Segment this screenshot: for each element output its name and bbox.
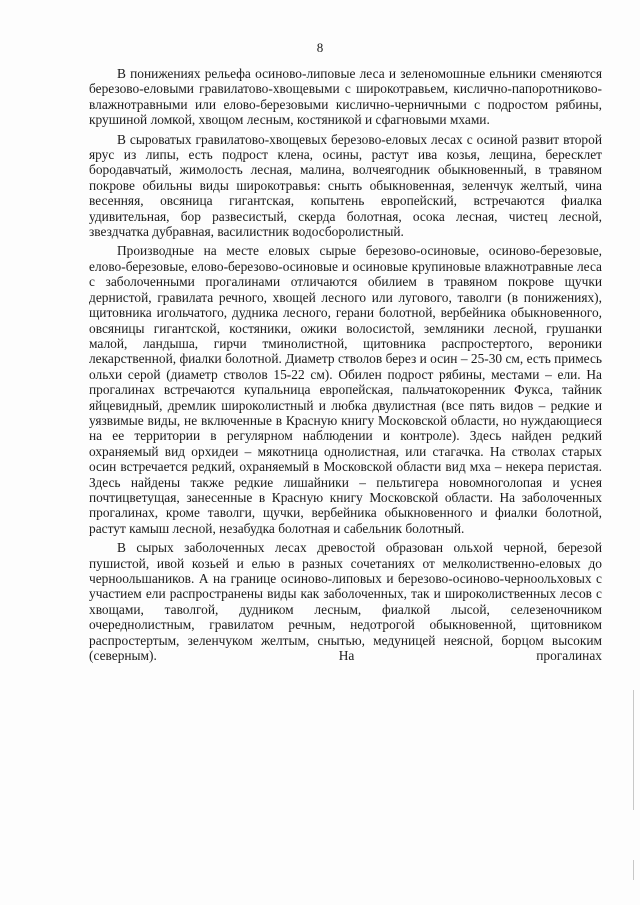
paragraph-3: Производные на месте еловых сырые березово-осиновые, осиново-березовые, елово-березовые, елово-березово-осиновые и осиновые крупиновые влажнотравные леса с заболоченными прогалинами отличаются обилием в травяном покрове щучки дернистой, гравилата речного, хвощей лесного или лугового, таволги (в понижениях), щитовника игольчатого, дудника лесного, герани болотной, вербейника обыкновенного, овсяницы гигантской, костяники, ожики волосистой, земляники лесной, грушанки малой, ландыша, гирчи тминолистной, щитовника распростертого, вероники лекарственной, фиалки болотной. Диаметр стволов берез и осин – 25-30 см, есть примесь ольхи серой (диаметр стволов 15-22 см). Обилен подрост рябины, местами – ели. На прогалинах встречаются купальница европейская, пальчатокоренник Фукса, тайник яйцевидный, дремлик широколистный и любка двулистная (все пять видов – редкие и уязвимые виды, не включенные в Красную книгу Московской области, но нуждающиеся на ее территории в регулярном наблюдении и контроле). Здесь найден редкий охраняемый вид орхидеи – мякотница однолистная, или стагачка. На стволах старых осин встречается редкий, охраняемый в Московской области вид мха – некера перистая. Здесь найдены также редкие лишайники – пельтигера новомноголопая и уснея почтицветущая, занесенные в Красную книгу Московской области. На заболоченных прогалинах, кроме таволги, щучки, вербейника обыкновенного и фиалки болотной, растут камыш лесной, незабудка болотная и сабельник болотный. bbox=[89, 243, 602, 536]
body-text bbox=[89, 66, 602, 667]
scan-edge-mark bbox=[633, 690, 634, 810]
paragraph-4: В сырых заболоченных лесах древостой образован ольхой черной, березой пушистой, ивой козьей и елью в разных сочетаниях от мелколиственно-еловых до черноольшаников. А на границе осиново-липовых и березово-осиново-черноольховых с участием ели распространены виды как заболоченных, так и широколиственных лесов с хвощами, таволгой, дудником лесным, фиалкой лысой, селезеночником очереднолистным, гравилатом речным, недотрогой обыкновенной, щитовником распростертым, зеленчуком желтым, снытью, медуницей неясной, борцом высоким (северным). На прогалинах bbox=[89, 540, 602, 664]
page-number: 8 bbox=[316, 40, 324, 55]
paragraph-1: В понижениях рельефа осиново-липовые леса и зеленомошные ельники сменяются березово-еловыми гравилатово-хвощевыми с широкотравьем, кислично-папоротниково-влажнотравными или елово-березовыми кислично-черничными с подростом рябины, крушиной ломкой, хвощом лесным, костяникой и сфагновыми мхами. bbox=[89, 66, 602, 128]
scan-edge-mark bbox=[633, 860, 634, 880]
paragraph-2: В сыроватых гравилатово-хвощевых березово-еловых лесах с осиной развит второй ярус из липы, есть подрост клена, осины, растут ива козья, лещина, бересклет бородавчатый, жимолость лесная, малина, волчеягодник обыкновенный, в травяном покрове обильны виды широкотравья: сныть обыкновенная, зеленчук желтый, чина весенняя, овсяница гигантская, копытень европейский, встречаются фиалка удивительная, бор развесистый, скерда болотная, осока лесная, чистец лесной, звездчатка дубравная, василистник водосборолистный. bbox=[89, 131, 602, 240]
